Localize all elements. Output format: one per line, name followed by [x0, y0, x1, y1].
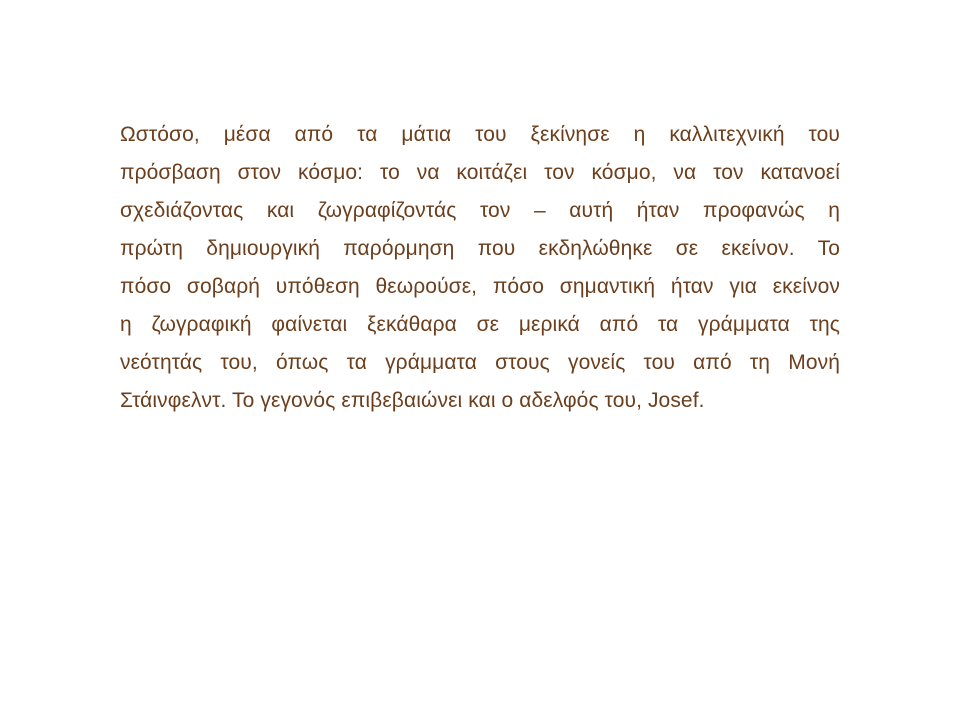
paragraph-line-4: πρώτη δημιουργική παρόρμηση που εκδηλώθηκε σε εκείνον. Το: [120, 237, 840, 260]
paragraph-line-1: Ωστόσο, μέσα από τα μάτια του ξεκίνησε η καλλιτεχνική του: [120, 123, 840, 146]
paragraph-line-8: Στάινφελντ. Το γεγονός επιβεβαιώνει και ο αδελφός του, Josef.: [120, 389, 705, 412]
paragraph-text: [120, 116, 840, 420]
paragraph-line-7: νεότητάς του, όπως τα γράμματα στους γονείς του από τη Μονή: [120, 351, 840, 374]
paragraph-line-2: πρόσβαση στον κόσμο: το να κοιτάζει τον κόσμο, να τον κατανοεί: [120, 161, 840, 184]
paragraph-line-5: πόσο σοβαρή υπόθεση θεωρούσε, πόσο σημαντική ήταν για εκείνον: [120, 275, 840, 298]
paragraph-line-3: σχεδιάζοντας και ζωγραφίζοντάς τον – αυτή ήταν προφανώς η: [120, 199, 840, 222]
paragraph-line-6: η ζωγραφική φαίνεται ξεκάθαρα σε μερικά από τα γράμματα της: [120, 313, 840, 336]
